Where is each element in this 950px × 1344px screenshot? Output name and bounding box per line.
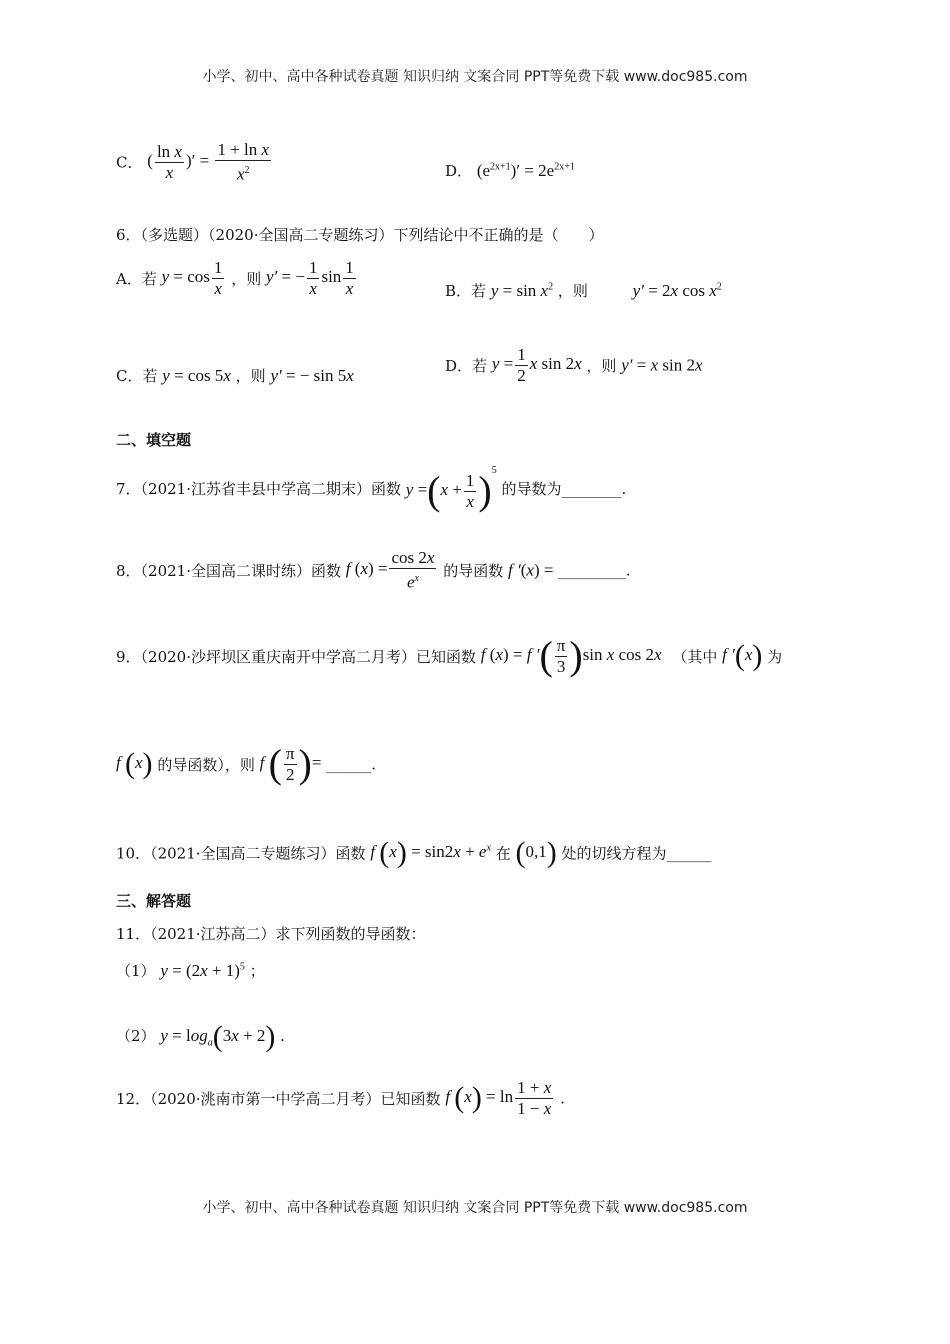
- q12: 12．（2020·洮南市第一中学高二月考）已知函数 f (x) = ln $\frac{1 + x}{1 - x}$ .: [116, 1078, 565, 1118]
- q7: 7．（2021·江苏省丰县中学高二期末）函数 y =(x + $\frac{1}{x}$ )$^5$ 的导数为________.: [116, 465, 627, 514]
- q5-option-c: C． ( $\frac{\text{ln x}}{x}$ )′ = $\frac{\text{1 + ln x}}{x^2}$: [116, 140, 270, 184]
- q9-line2: f (x) 的导函数），则 f ( $\frac{\pi}{2}$ )= ______.: [116, 741, 376, 787]
- q11-part2: （2） $y = \log_a(3x + 2)$ .: [116, 1020, 285, 1053]
- q6-option-c: C．若 y = cos 5x ，则 y′ = − sin 5x: [116, 366, 354, 385]
- q6-option-b: B．若 $y = \sin x^2$ ，则 y′ = 2x $\cos x^2$: [445, 281, 722, 300]
- page-header: 小学、初中、高中各种试卷真题 知识归纳 文案合同 PPT等免费下载 www.doc985.com: [202, 69, 748, 85]
- q11-stem: 11．（2021·江苏高二）求下列函数的导函数：: [116, 925, 426, 943]
- q8: 8．（2021·全国高二课时练）函数 f (x) = $\frac{\cos 2x}{e^x}$ 的导函数 f ′(x) = _________.: [116, 548, 631, 592]
- q5-option-d: D． $(e^{2x+1})' = 2e^{2x+1}$: [445, 161, 575, 180]
- section-answer: 三、解答题: [116, 892, 192, 910]
- q6-option-a: A．若 y = cos $\frac{1}{x}$ ，则 y′ = − $\frac{1}{x}$ sin $\frac{1}{x}$: [116, 258, 354, 298]
- q10: 10．（2021·全国高二专题练习）函数 f $(x) = \sin 2x + e^x$ 在 (0,1) 处的切线方程为______: [116, 836, 712, 869]
- q6-stem: 6．（多选题）（2020·全国高二专题练习）下列结论中不正确的是（ ）: [116, 226, 604, 244]
- page-footer: 小学、初中、高中各种试卷真题 知识归纳 文案合同 PPT等免费下载 www.doc985.com: [202, 1200, 748, 1216]
- q9-line1: 9．（2020·沙坪坝区重庆南开中学高二月考）已知函数 f (x) = f ′( $\frac{\pi}{3}$ )sin x cos 2x （其中 f ′(x) 为: [116, 633, 783, 679]
- section-fill-blank: 二、填空题: [116, 431, 192, 449]
- q11-part1: （1） $y = (2x + 1)^5$ ；: [116, 961, 265, 980]
- q6-option-d: D．若 y = $\frac{1}{2}$ x sin 2x ，则 y′ = x sin 2x: [445, 345, 703, 385]
